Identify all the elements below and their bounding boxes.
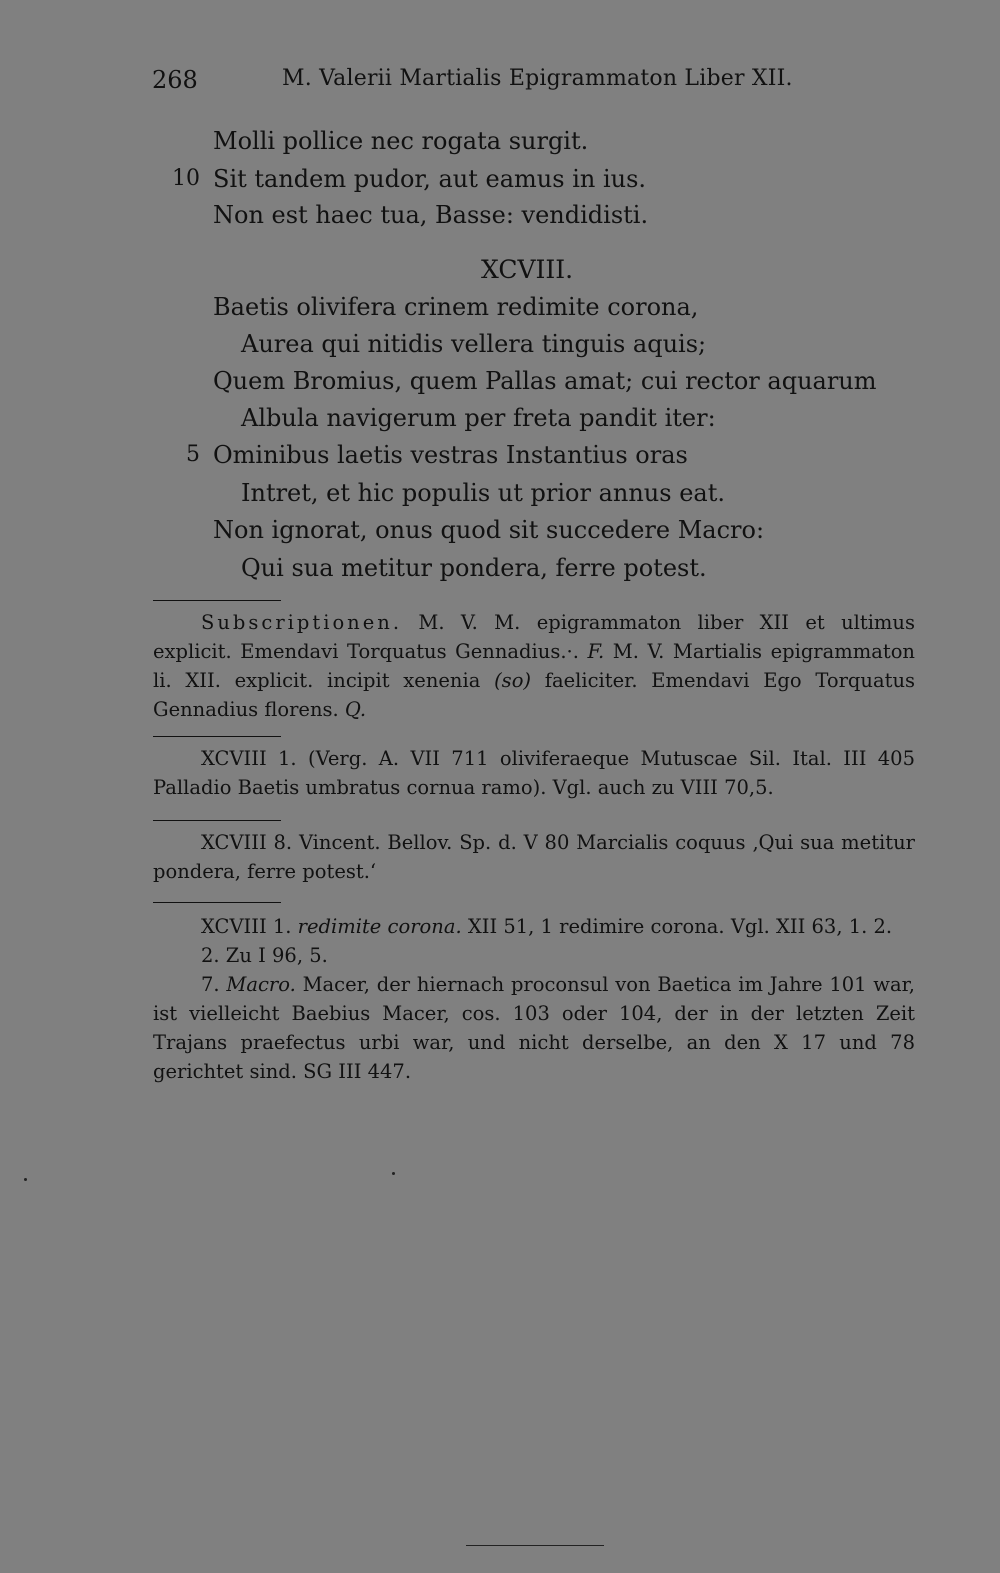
verse-text: Quem Bromius, quem Pallas amat; cui rector aquarum [213,367,877,395]
note-text: 7. [201,973,227,996]
note-text: XCVIII 1. [201,915,298,938]
running-title: M. Valerii Martialis Epigrammaton Liber XII. [282,66,793,91]
note-text: XCVIII 8. Vincent. Bellov. Sp. d. V 80 Marcialis coquus ‚Qui sua metitur pondera, ferre potest.‘ [153,831,915,883]
footnote-rule [153,820,281,821]
verse-line [0,290,1000,324]
sic-marker: (so) [494,669,532,692]
verse-text: Aurea qui nitidis vellera tinguis aquis; [241,330,707,358]
lemma: Macro. [226,973,296,996]
note-text: XCVIII 1. (Verg. A. VII 711 oliviferaeque Mutuscae Sil. Ital. III 405 Palladio Baetis umbratus cornua ramo). Vgl. auch zu VIII 70,5. [153,747,915,799]
verse-line [0,438,1000,472]
verse-line [0,476,1000,510]
page-number: 268 [152,66,198,94]
speck [392,1172,395,1175]
siglum: Q. [344,698,367,721]
verse-line [0,162,1000,196]
note-label: Subscriptionen. [201,611,403,634]
verse-text: Baetis olivifera crinem redimite corona, [213,293,699,321]
note-text: Macer, der hiernach proconsul von Baetica im Jahre 101 war, ist vielleicht Baebius Macer, cos. 103 oder 104, der in der letzten Zeit Trajans praefectus urbi war, und nicht derselbe, an den X 17 und 78 gerichtet sind. SG III 447. [153,973,915,1083]
verse-text: Albula navigerum per freta pandit iter: [241,404,716,432]
note-inscription [153,828,915,886]
verse-text: Non ignorat, onus quod sit succedere Macro: [213,516,765,544]
poem-number: XCVIII. [481,255,574,284]
end-rule [466,1545,604,1546]
verse-line [0,401,1000,435]
note-text: 2. Zu I 96, 5. [201,944,328,967]
note-text: M. V. Martialis epigrammaton li. XII. explicit. incipit xenenia [153,640,915,692]
note-parallels [153,744,915,802]
verse-text: Intret, et hic populis ut prior annus eat. [241,479,725,507]
note-text: faeliciter. Emendavi Ego Torquatus Gennadius florens. [153,669,916,721]
siglum: F. [587,640,605,663]
verse-text: Sit tandem pudor, aut eamus in ius. [213,165,647,193]
verse-line [0,198,1000,232]
note-text: XII 51, 1 redimire corona. Vgl. XII 63, 1. 2. [461,915,893,938]
note-text: M. V. M. epigrammaton liber XII et ultimus explicit. Emendavi Torquatus Gennadius.·. [153,611,915,663]
verse-line [0,327,1000,361]
note-subscription [153,608,915,724]
lemma: redimite corona. [297,915,462,938]
footnote-rule [153,600,281,601]
line-number: 5 [186,442,200,467]
verse-text: Qui sua metitur pondera, ferre potest. [241,554,707,582]
footnote-rule [153,736,281,737]
verse-line [0,124,1000,158]
verse-line [0,364,1000,398]
verse-line [0,551,1000,585]
poem-heading [0,252,1000,288]
verse-text: Ominibus laetis vestras Instantius oras [213,441,688,469]
verse-text: Molli pollice nec rogata surgit. [213,127,589,155]
speck [24,1178,27,1181]
footnote-rule [153,902,281,903]
verse-line [0,513,1000,547]
note-commentary [153,912,915,1086]
line-number: 10 [172,166,200,191]
verse-text: Non est haec tua, Basse: vendidisti. [213,201,649,229]
page-header [152,66,922,102]
